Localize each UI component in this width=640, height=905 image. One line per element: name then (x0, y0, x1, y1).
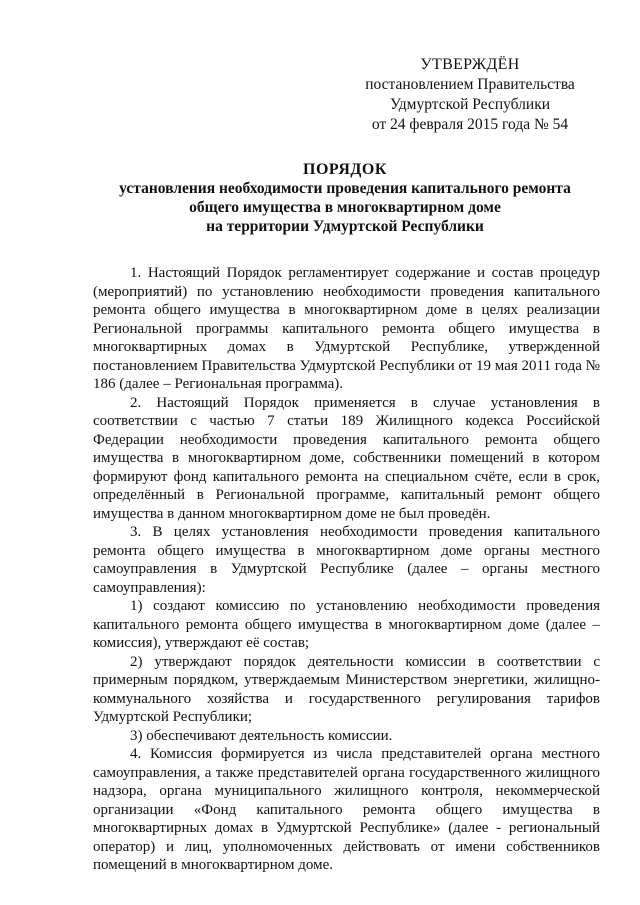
title-line: установления необходимости проведения капитального ремонта (119, 180, 571, 197)
document-title (60, 160, 630, 236)
approval-line: постановлением Правительства (365, 76, 575, 93)
paragraph-3-item-2: 2) утверждают порядок деятельности комиссии в соответствии с примерным порядком, утверждаемым Министерством энергетики, жилищно-коммунального хозяйства и государственного регулирования тарифов Удмуртской Республики; (93, 653, 600, 725)
title-heading: ПОРЯДОК (303, 161, 387, 178)
paragraph-3: 3. В целях установления необходимости проведения капитального ремонта общего имущества в многоквартирном доме органы местного самоуправления в Удмуртской Республике (далее – органы местного самоуправления): (93, 524, 600, 596)
paragraph-1: 1. Настоящий Порядок регламентирует содержание и состав процедур (мероприятий) по установлению необходимости проведения капитального ремонта общего имущества в многоквартирном доме в целях реализации Региональной программы капитального ремонта общего имущества в многоквартирных домах в Удмуртской Республике, утвержденной постановлением Правительства Удмуртской Республики от 19 мая 2011 года № 186 (далее – Региональная программа). (93, 265, 600, 392)
title-line: общего имущества в многоквартирном доме (189, 199, 501, 216)
title-line: на территории Удмуртской Республики (206, 218, 484, 235)
paragraph-2: 2. Настоящий Порядок применяется в случае установления в соответствии с частью 7 статьи 189 Жилищного кодекса Российской Федерации необходимости проведения капитального ремонта общего имущества в многоквартирном доме, собственники помещений в котором формируют фонд капитального ремонта на специальном счёте, если в срок, определённый в Региональной программе, капитальный ремонт общего имущества в данном многоквартирном доме не был проведён. (93, 394, 600, 522)
paragraph-3-item-1: 1) создают комиссию по установлению необходимости проведения капитального ремонта общего имущества в многоквартирном доме (далее – комиссия), утверждают её состав; (93, 598, 600, 651)
paragraph-4: 4. Комиссия формируется из числа представителей органа местного самоуправления, а также представителей органа государственного жилищного надзора, органа муниципального жилищного контроля, некоммерческой организации «Фонд капитального ремонта общего имущества в многоквартирных домах в Удмуртской Республике» (далее - региональный оператор) и лиц, уполномоченных действовать от имени собственников помещений в многоквартирном доме. (93, 746, 600, 873)
approval-stamp (340, 55, 600, 135)
approval-line: Удмуртской Республики (389, 96, 551, 113)
paragraph-3-item-3: 3) обеспечивают деятельность комиссии. (130, 727, 393, 744)
approval-date-line: от 24 февраля 2015 года № 54 (371, 116, 569, 133)
approval-heading: УТВЕРЖДЁН (420, 56, 520, 73)
document-body (93, 264, 600, 875)
